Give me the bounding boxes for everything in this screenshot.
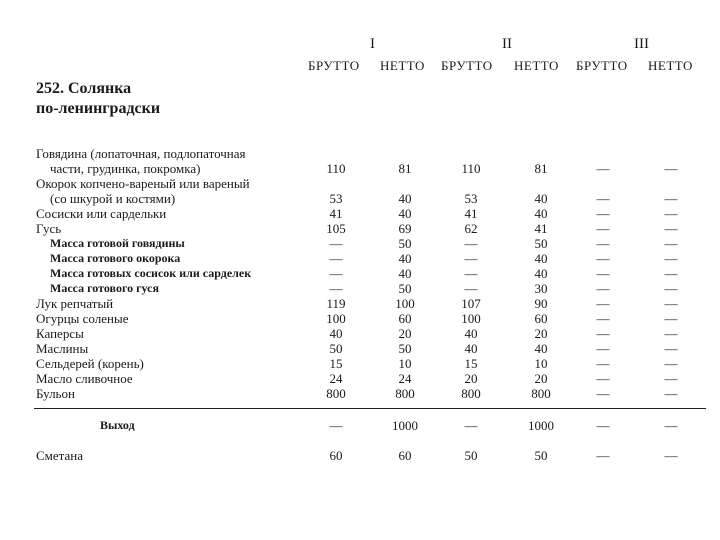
quantity-cell: 800	[326, 386, 346, 401]
quantity-cell: —	[664, 236, 678, 251]
quantity-cell: 119	[326, 296, 346, 311]
quantity-cell: 40	[464, 341, 478, 356]
quantity-cell: 50	[534, 236, 548, 251]
quantity-cell: 40	[398, 251, 412, 266]
table-row	[0, 236, 720, 251]
quantity-cell: —	[596, 296, 610, 311]
column-group-3: III	[634, 36, 649, 52]
quantity-cell: 1000	[392, 418, 418, 433]
quantity-cell: 60	[398, 448, 412, 463]
quantity-cell: —	[664, 356, 678, 371]
column-header-netto-2: НЕТТО	[514, 58, 559, 73]
recipe-subtitle: по-ленинградски	[36, 100, 161, 117]
ingredient-name: Огурцы соленые	[36, 311, 129, 326]
ingredient-name: Масса готового гуся	[50, 281, 160, 295]
ingredient-name: части, грудинка, покромка)	[50, 161, 201, 176]
table-row	[0, 251, 720, 266]
quantity-cell: 40	[534, 206, 548, 221]
ingredient-name: Бульон	[36, 386, 75, 401]
quantity-cell: 100	[461, 311, 481, 326]
quantity-cell: —	[596, 221, 610, 236]
quantity-cell: 81	[398, 161, 412, 176]
quantity-cell: —	[664, 386, 678, 401]
column-header-brutto-3: БРУТТО	[576, 58, 628, 73]
quantity-cell: 110	[461, 161, 481, 176]
quantity-cell: —	[664, 418, 678, 433]
column-group-2: II	[502, 36, 512, 52]
quantity-cell: 60	[329, 448, 343, 463]
quantity-cell: —	[596, 251, 610, 266]
quantity-cell: —	[664, 341, 678, 356]
quantity-cell: —	[596, 356, 610, 371]
ingredient-name: Каперсы	[36, 326, 84, 341]
quantity-cell: 50	[464, 448, 478, 463]
quantity-cell: 1000	[528, 418, 554, 433]
quantity-cell: 40	[329, 326, 343, 341]
ingredient-name: Сосиски или сардельки	[36, 206, 167, 221]
quantity-cell: —	[596, 371, 610, 386]
quantity-cell: 40	[534, 251, 548, 266]
table-row	[0, 281, 720, 296]
quantity-cell: 50	[398, 281, 412, 296]
column-header-netto-3: НЕТТО	[648, 58, 693, 73]
ingredient-name: Масса готовой говядины	[50, 236, 185, 250]
quantity-cell: 40	[398, 191, 412, 206]
quantity-cell: 50	[398, 341, 412, 356]
quantity-cell: —	[664, 281, 678, 296]
quantity-cell: 81	[534, 161, 548, 176]
quantity-cell: 40	[534, 341, 548, 356]
quantity-cell: —	[329, 251, 343, 266]
quantity-cell: —	[596, 281, 610, 296]
column-header-brutto-2: БРУТТО	[441, 58, 493, 73]
column-header-netto-1: НЕТТО	[380, 58, 425, 73]
quantity-cell: 800	[531, 386, 551, 401]
quantity-cell: —	[464, 418, 478, 433]
quantity-cell: —	[664, 251, 678, 266]
quantity-cell: —	[596, 191, 610, 206]
quantity-cell: 800	[461, 386, 481, 401]
quantity-cell: —	[664, 191, 678, 206]
output-row	[0, 418, 720, 433]
quantity-cell: 40	[398, 206, 412, 221]
table-row	[0, 161, 720, 176]
table-row	[0, 146, 720, 161]
quantity-cell: —	[664, 448, 678, 463]
ingredient-name: (со шкурой и костями)	[50, 191, 176, 206]
table-row	[0, 266, 720, 281]
quantity-cell: —	[664, 311, 678, 326]
quantity-cell: 41	[534, 221, 548, 236]
quantity-cell: 20	[398, 326, 412, 341]
ingredient-name: Маслины	[36, 341, 89, 356]
quantity-cell: —	[329, 418, 343, 433]
quantity-cell: —	[596, 266, 610, 281]
quantity-cell: 50	[398, 236, 412, 251]
ingredient-name: Говядина (лопаточная, подлопаточная	[36, 146, 246, 161]
quantity-cell: 105	[326, 221, 346, 236]
table-divider	[34, 408, 706, 409]
table-row	[0, 191, 720, 206]
quantity-cell: 62	[464, 221, 478, 236]
quantity-cell: —	[464, 281, 478, 296]
quantity-cell: 40	[534, 191, 548, 206]
quantity-cell: —	[329, 266, 343, 281]
quantity-cell: 15	[329, 356, 343, 371]
column-header-brutto-1: БРУТТО	[308, 58, 360, 73]
quantity-cell: —	[596, 448, 610, 463]
ingredient-name: Масса готового окорока	[50, 251, 181, 265]
quantity-cell: 60	[398, 311, 412, 326]
sour-cream-row	[0, 448, 720, 463]
ingredient-name: Гусь	[36, 221, 62, 236]
quantity-cell: —	[329, 236, 343, 251]
quantity-cell: 800	[395, 386, 415, 401]
ingredient-name: Масло сливочное	[36, 371, 133, 386]
ingredient-name: Сметана	[36, 448, 84, 463]
quantity-cell: 41	[464, 206, 478, 221]
quantity-cell: 53	[329, 191, 343, 206]
table-row	[0, 326, 720, 341]
quantity-cell: 50	[329, 341, 343, 356]
table-row	[0, 176, 720, 191]
ingredient-name: Масса готовых сосисок или сарделек	[50, 266, 252, 280]
ingredient-name: Лук репчатый	[36, 296, 114, 311]
quantity-cell: —	[664, 266, 678, 281]
quantity-cell: —	[596, 311, 610, 326]
quantity-cell: 53	[464, 191, 478, 206]
table-row	[0, 371, 720, 386]
quantity-cell: 69	[398, 221, 412, 236]
quantity-cell: —	[664, 221, 678, 236]
table-row	[0, 356, 720, 371]
recipe-title: 252. Солянка	[36, 80, 132, 97]
quantity-cell: —	[596, 386, 610, 401]
quantity-cell: —	[596, 236, 610, 251]
quantity-cell: —	[464, 236, 478, 251]
column-group-1: I	[370, 36, 375, 52]
quantity-cell: —	[596, 206, 610, 221]
quantity-cell: —	[664, 371, 678, 386]
quantity-cell: 20	[534, 326, 548, 341]
quantity-cell: 10	[534, 356, 548, 371]
quantity-cell: 10	[398, 356, 412, 371]
quantity-cell: —	[596, 418, 610, 433]
table-row	[0, 206, 720, 221]
quantity-cell: 30	[534, 281, 548, 296]
quantity-cell: 90	[534, 296, 548, 311]
quantity-cell: 40	[534, 266, 548, 281]
quantity-cell: —	[664, 326, 678, 341]
table-row	[0, 311, 720, 326]
quantity-cell: 100	[395, 296, 415, 311]
ingredient-name: Окорок копчено-вареный или вареный	[36, 176, 250, 191]
quantity-cell: —	[596, 341, 610, 356]
quantity-cell: —	[664, 296, 678, 311]
quantity-cell: 15	[464, 356, 478, 371]
quantity-cell: 20	[534, 371, 548, 386]
quantity-cell: —	[596, 161, 610, 176]
quantity-cell: 24	[329, 371, 343, 386]
quantity-cell: —	[596, 326, 610, 341]
table-row	[0, 221, 720, 236]
quantity-cell: —	[664, 206, 678, 221]
table-row	[0, 341, 720, 356]
quantity-cell: 40	[464, 326, 478, 341]
quantity-cell: 50	[534, 448, 548, 463]
quantity-cell: 100	[326, 311, 346, 326]
ingredient-name: Выход	[100, 418, 135, 432]
quantity-cell: 60	[534, 311, 548, 326]
ingredient-name: Сельдерей (корень)	[36, 356, 144, 371]
quantity-cell: 24	[398, 371, 412, 386]
quantity-cell: —	[329, 281, 343, 296]
quantity-cell: 20	[464, 371, 478, 386]
quantity-cell: 41	[329, 206, 343, 221]
quantity-cell: 110	[326, 161, 346, 176]
quantity-cell: —	[464, 266, 478, 281]
quantity-cell: —	[464, 251, 478, 266]
table-row	[0, 386, 720, 401]
quantity-cell: —	[664, 161, 678, 176]
quantity-cell: 107	[461, 296, 481, 311]
table-row	[0, 296, 720, 311]
quantity-cell: 40	[398, 266, 412, 281]
